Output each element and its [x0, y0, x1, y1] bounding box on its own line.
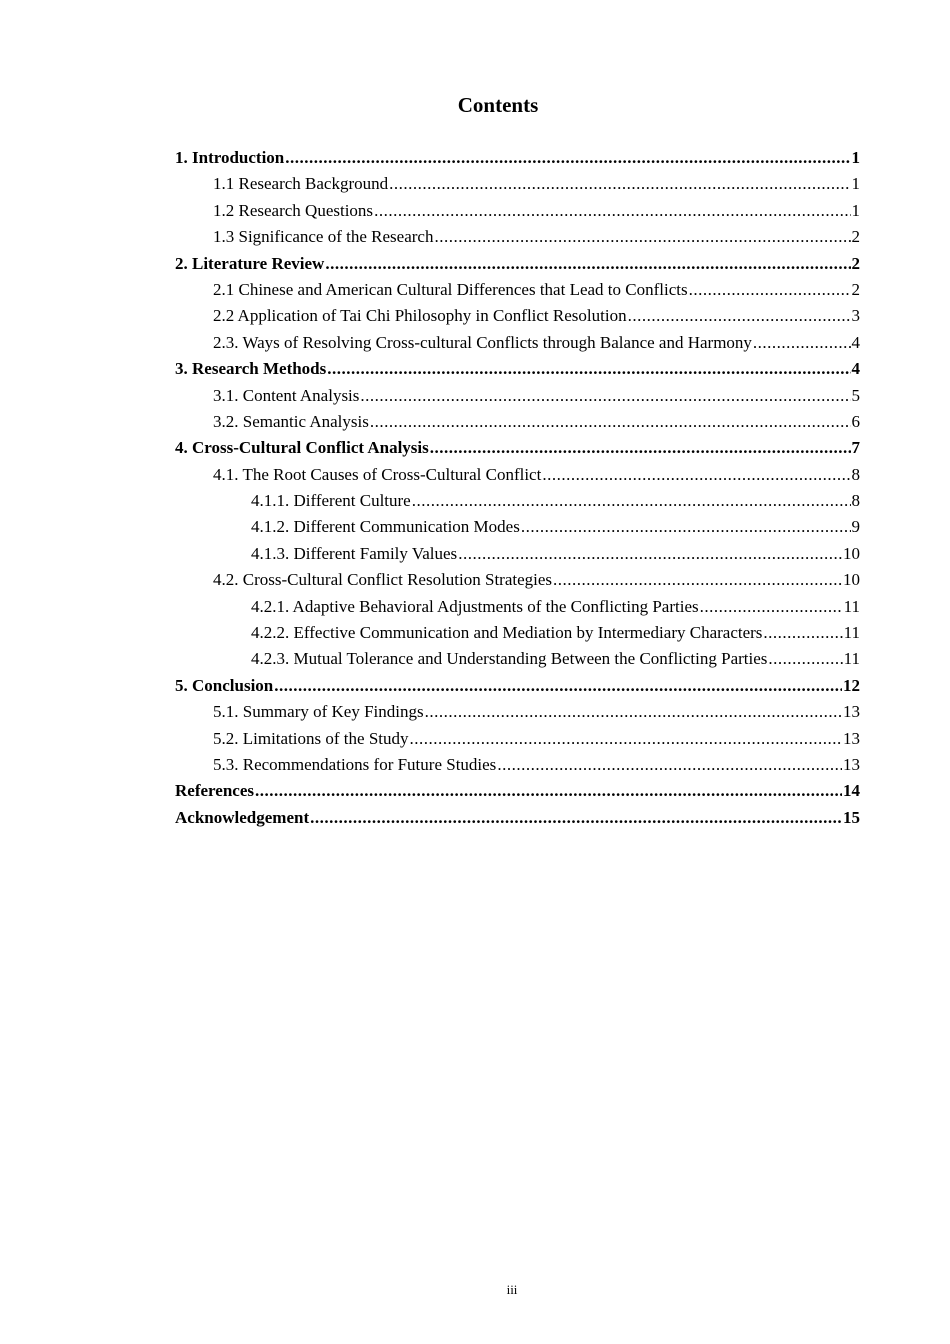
toc-entry-title: 2. Literature Review [175, 253, 325, 273]
toc-dot-leader [360, 383, 850, 409]
toc-entry-page-number: 11 [843, 623, 860, 643]
toc-entry-chapter[interactable] [175, 805, 860, 831]
toc-entry-subsection[interactable] [175, 541, 860, 567]
toc-entry-page-number: 13 [843, 728, 860, 748]
toc-entry-page-number: 5 [851, 385, 860, 405]
toc-entry-title: 5.2. Limitations of the Study [213, 728, 409, 748]
toc-entry-section[interactable] [175, 198, 860, 224]
page-number: iii [506, 1282, 518, 1297]
toc-entry-page-number: 2 [851, 279, 860, 299]
toc-entry-chapter[interactable] [175, 145, 860, 171]
toc-entry-title: 5. Conclusion [175, 675, 274, 695]
toc-entry-page-number: 13 [843, 754, 860, 774]
toc-entry-page-number: 4 [851, 359, 860, 379]
toc-entry-page-number: 15 [843, 807, 860, 827]
toc-entry-title: 5.1. Summary of Key Findings [213, 702, 424, 722]
toc-entry-title: 3. Research Methods [175, 359, 327, 379]
toc-entry-title: 1.2 Research Questions [213, 200, 374, 220]
toc-entry-title: 4.1.1. Different Culture [251, 491, 411, 511]
toc-entry-subsection[interactable] [175, 488, 860, 514]
toc-entry-title: 4.1.3. Different Family Values [251, 543, 458, 563]
toc-entry-section[interactable] [175, 171, 860, 197]
toc-entry-page-number: 10 [843, 570, 860, 590]
toc-dot-leader [763, 620, 842, 646]
toc-dot-leader [310, 805, 842, 831]
toc-entry-page-number: 4 [851, 332, 860, 352]
toc-dot-leader [274, 673, 842, 699]
toc-entry-page-number: 14 [843, 781, 860, 801]
toc-entry-title: References [175, 781, 254, 801]
toc-entry-title: 5.3. Recommendations for Future Studies [213, 754, 497, 774]
toc-entry-section[interactable] [175, 330, 860, 356]
toc-entry-title: 4.2.2. Effective Communication and Mediation by Intermediary Characters [251, 623, 763, 643]
toc-entry-page-number: 12 [843, 675, 860, 695]
toc-entry-section[interactable] [175, 567, 860, 593]
toc-entry-section[interactable] [175, 462, 860, 488]
toc-dot-leader [425, 699, 842, 725]
toc-entry-section[interactable] [175, 409, 860, 435]
toc-entry-chapter[interactable] [175, 673, 860, 699]
toc-dot-leader [700, 594, 843, 620]
toc-dot-leader [521, 514, 851, 540]
toc-dot-leader [768, 646, 842, 672]
toc-dot-leader [542, 462, 850, 488]
toc-entry-title: 4.2.1. Adaptive Behavioral Adjustments of the Conflicting Parties [251, 596, 699, 616]
toc-entry-page-number: 1 [851, 200, 860, 220]
toc-entry-page-number: 13 [843, 702, 860, 722]
toc-entry-page-number: 2 [851, 253, 860, 273]
toc-entry-page-number: 2 [851, 227, 860, 247]
toc-dot-leader [389, 171, 850, 197]
toc-entry-title: 4. Cross-Cultural Conflict Analysis [175, 438, 429, 458]
toc-entry-page-number: 8 [851, 464, 860, 484]
toc-dot-leader [285, 145, 850, 171]
toc-entry-title: 3.1. Content Analysis [213, 385, 360, 405]
toc-dot-leader [553, 567, 842, 593]
toc-dot-leader [430, 435, 851, 461]
toc-dot-leader [497, 752, 842, 778]
table-of-contents [175, 145, 860, 831]
toc-entry-page-number: 7 [851, 438, 860, 458]
toc-dot-leader [689, 277, 851, 303]
toc-entry-page-number: 3 [851, 306, 860, 326]
toc-entry-page-number: 6 [851, 411, 860, 431]
toc-dot-leader [327, 356, 850, 382]
toc-entry-page-number: 1 [851, 174, 860, 194]
toc-entry-chapter[interactable] [175, 251, 860, 277]
toc-entry-title: 1.3 Significance of the Research [213, 227, 434, 247]
toc-entry-page-number: 11 [843, 649, 860, 669]
toc-dot-leader [370, 409, 851, 435]
toc-entry-title: 1.1 Research Background [213, 174, 389, 194]
toc-entry-section[interactable] [175, 383, 860, 409]
toc-dot-leader [458, 541, 842, 567]
toc-entry-title: 2.1 Chinese and American Cultural Differences that Lead to Conflicts [213, 279, 688, 299]
toc-entry-title: 4.1.2. Different Communication Modes [251, 517, 520, 537]
toc-dot-leader [255, 778, 842, 804]
toc-dot-leader [410, 726, 843, 752]
toc-entry-title: 3.2. Semantic Analysis [213, 411, 369, 431]
toc-entry-page-number: 9 [851, 517, 860, 537]
toc-entry-subsection[interactable] [175, 514, 860, 540]
toc-entry-subsection[interactable] [175, 646, 860, 672]
toc-entry-page-number: 11 [843, 596, 860, 616]
toc-dot-leader [412, 488, 851, 514]
toc-entry-section[interactable] [175, 277, 860, 303]
toc-entry-subsection[interactable] [175, 594, 860, 620]
toc-entry-title: 2.2 Application of Tai Chi Philosophy in Conflict Resolution [213, 306, 627, 326]
toc-dot-leader [374, 198, 850, 224]
toc-entry-section[interactable] [175, 224, 860, 250]
toc-entry-section[interactable] [175, 752, 860, 778]
toc-dot-leader [753, 330, 851, 356]
toc-entry-page-number: 8 [851, 491, 860, 511]
toc-dot-leader [628, 303, 851, 329]
toc-entry-title: 2.3. Ways of Resolving Cross-cultural Conflicts through Balance and Harmony [213, 332, 752, 352]
toc-entry-subsection[interactable] [175, 620, 860, 646]
toc-entry-section[interactable] [175, 726, 860, 752]
toc-entry-chapter[interactable] [175, 778, 860, 804]
toc-entry-page-number: 10 [843, 543, 860, 563]
toc-entry-chapter[interactable] [175, 435, 860, 461]
toc-dot-leader [325, 251, 850, 277]
toc-entry-title: Acknowledgement [175, 807, 310, 827]
toc-entry-chapter[interactable] [175, 356, 860, 382]
toc-entry-section[interactable] [175, 699, 860, 725]
toc-entry-section[interactable] [175, 303, 860, 329]
toc-entry-title: 4.2.3. Mutual Tolerance and Understanding Between the Conflicting Parties [251, 649, 768, 669]
toc-entry-title: 4.2. Cross-Cultural Conflict Resolution Strategies [213, 570, 553, 590]
toc-entry-title: 4.1. The Root Causes of Cross-Cultural Conflict [213, 464, 542, 484]
toc-entry-title: 1. Introduction [175, 148, 285, 167]
toc-dot-leader [434, 224, 850, 250]
toc-entry-page-number: 1 [851, 148, 860, 167]
page-title: Contents [457, 93, 539, 117]
